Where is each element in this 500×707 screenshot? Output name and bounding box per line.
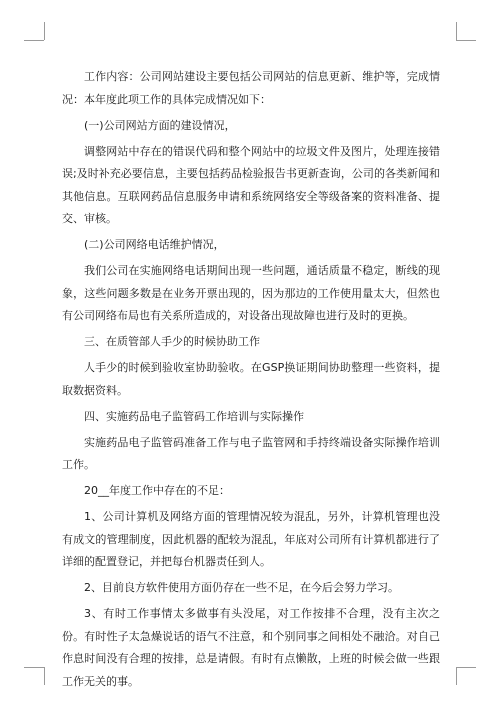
crop-mark-bottom-left (36, 667, 45, 685)
section-heading-website: (一)公司网站方面的建设情况， (84, 118, 236, 132)
qa-paragraph: 人手少的时候到验收室协助验收。在GSP换证期间协助整理一些资料，提取数据资料。 (62, 361, 440, 397)
shortcomings-heading: 20__年度工作中存在的不足： (84, 484, 230, 497)
crop-mark-top-right (456, 22, 465, 40)
drug-code-paragraph: 实施药品电子监管码准备工作与电子监管网和手持终端设备实际操作培训工作。 (62, 435, 440, 471)
document-body (62, 66, 440, 697)
shortcoming-item-3: 3、有时工作事情太多做事有头没尾，对工作按排不合理，没有主次之份。有时性子太急燥说话的语气不注意，和个别同事之间相处不融洽。对自己作息时间没有合理的按排，总是请假。有时有点懒散，上班的时候会做一些跟工作无关的事。 (62, 607, 440, 688)
crop-mark-bottom-right (456, 667, 465, 685)
section-heading-phone: (二)公司网络电话维护情况， (84, 238, 225, 251)
phone-paragraph: 我们公司在实施网络电话期间出现一些问题，通话质量不稳定，断线的现象，这些问题多数是在业务开票出现的，因为那边的工作使用量太大，但然也有公司网络布局也有关系所造成的，对设备出现故障也进行及时的更换。 (62, 264, 440, 322)
website-paragraph: 调整网站中存在的错误代码和整个网站中的垃圾文件及图片，处理连接错误;及时补充必要信息，主要包括药品检验报告书更新查询，公司的各类新闻和其他信息。互联网药品信息服务申请和系统网络安全等级备案的资料准备、提交、审核。 (62, 144, 440, 225)
crop-mark-top-left-h (24, 40, 44, 49)
shortcoming-item-2: 2、目前良方软件使用方面仍存在一些不足，在今后会努力学习。 (84, 581, 399, 594)
shortcoming-item-1: 1、公司计算机及网络方面的管理情况较为混乱，另外，计算机管理也没有成文的管理制度，因此机器的配较为混乱，年底对公司所有计算机都进行了详细的配置登记，并把每台机器责任到人。 (62, 510, 440, 568)
crop-mark-top-right-h (456, 40, 476, 49)
crop-mark-top-left (36, 22, 45, 40)
section-heading-drug-code: 四、实施药品电子监管码工作培训与实际操作 (84, 409, 304, 423)
intro-paragraph: 工作内容：公司网站建设主要包括公司网站的信息更新、维护等，完成情况：本年度此项工作的具体完成情况如下： (62, 70, 440, 106)
section-heading-qa: 三、在质管部人手少的时候协助工作 (84, 335, 260, 348)
